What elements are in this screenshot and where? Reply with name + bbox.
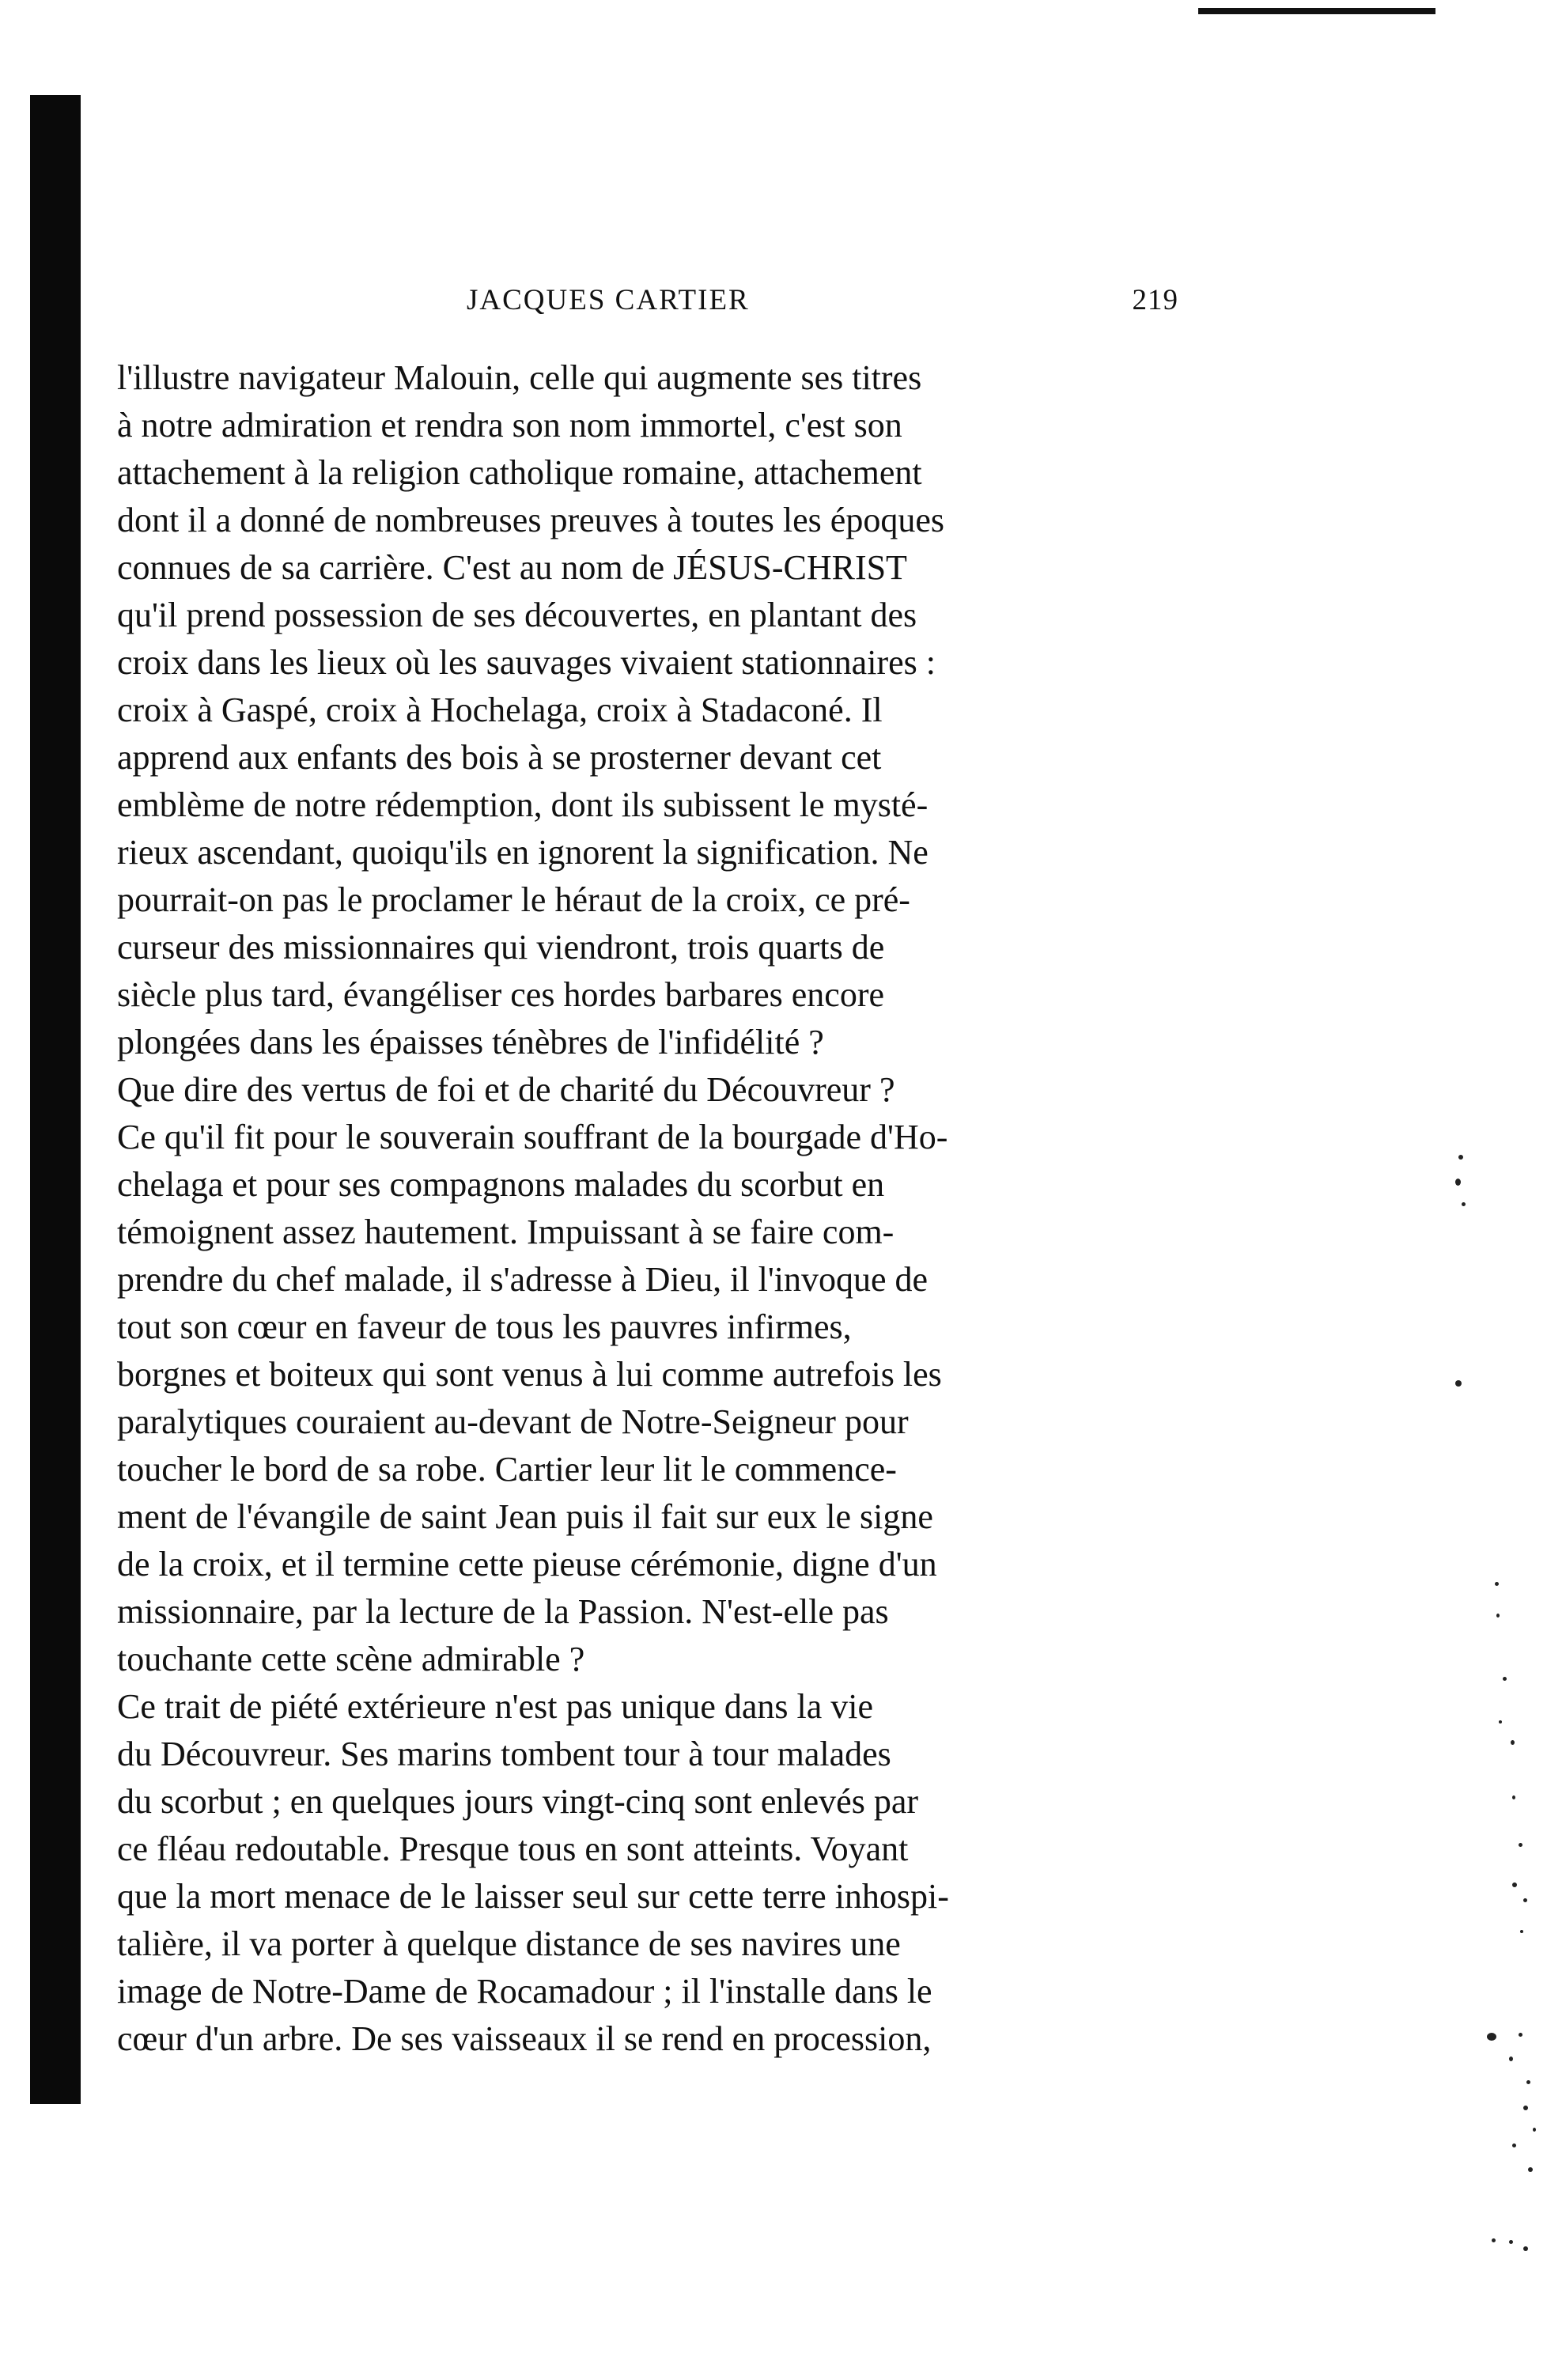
page-number: 219 (1132, 284, 1178, 316)
scan-speck (1512, 2144, 1516, 2147)
scan-speck (1523, 1898, 1527, 1902)
text-line: prendre du chef malade, il s'adresse à Dieu, il l'invoque de (117, 1260, 929, 1299)
text-line: croix à Gaspé, croix à Hochelaga, croix à Stadaconé. Il (117, 691, 883, 729)
text-line: curseur des missionnaires qui viendront, trois quarts de (117, 928, 885, 967)
scan-spine-shadow (30, 95, 81, 2104)
text-line: du scorbut ; en quelques jours vingt-cinq sont enlevés par (117, 1782, 919, 1821)
top-edge-rule (1198, 8, 1435, 14)
scan-speck (1458, 1155, 1463, 1160)
text-line: siècle plus tard, évangéliser ces hordes barbares encore (117, 975, 884, 1014)
scan-speck (1523, 2246, 1528, 2251)
text-line: l'illustre navigateur Malouin, celle qui augmente ses titres (117, 358, 922, 397)
text-line: à notre admiration et rendra son nom immortel, c'est son (117, 406, 902, 445)
text-line: tout son cœur en faveur de tous les pauvres infirmes, (117, 1307, 852, 1346)
scan-speck (1533, 2128, 1536, 2132)
scan-speck (1462, 1202, 1466, 1206)
text-line: borgnes et boiteux qui sont venus à lui comme autrefois les (117, 1355, 942, 1394)
scan-speck (1495, 1582, 1499, 1586)
text-line: ce fléau redoutable. Presque tous en sont atteints. Voyant (117, 1829, 909, 1868)
running-header (467, 283, 1178, 331)
scan-speck (1526, 2080, 1530, 2084)
scan-speck (1509, 2056, 1513, 2061)
scan-speck (1487, 2033, 1496, 2041)
text-line: Ce qu'il fit pour le souverain souffrant de la bourgade d'Ho- (117, 1118, 948, 1156)
scan-speck (1520, 1930, 1523, 1933)
body-text (117, 354, 1186, 2063)
scan-speck (1503, 1677, 1507, 1681)
text-line: témoignent assez hautement. Impuissant à se faire com- (117, 1213, 895, 1251)
running-title: JACQUES CARTIER (467, 284, 750, 316)
scan-speck (1455, 1179, 1461, 1186)
scan-speck (1455, 1380, 1462, 1387)
scan-speck (1511, 1740, 1515, 1745)
scan-speck (1519, 1843, 1522, 1847)
scan-speck (1523, 2106, 1528, 2110)
scan-speck (1492, 2238, 1496, 2242)
text-line: apprend aux enfants des bois à se prosterner devant cet (117, 738, 882, 777)
text-line: missionnaire, par la lecture de la Passion. N'est-elle pas (117, 1592, 889, 1631)
scan-speck (1528, 2167, 1533, 2172)
text-line: image de Notre-Dame de Rocamadour ; il l'installe dans le (117, 1972, 932, 2011)
text-line: dont il a donné de nombreuses preuves à toutes les époques (117, 501, 944, 539)
scan-speck (1496, 1614, 1500, 1618)
text-line: du Découvreur. Ses marins tombent tour à tour malades (117, 1735, 891, 1773)
scan-noise-specks (1424, 1107, 1542, 2310)
scan-speck (1499, 1720, 1502, 1724)
text-line: toucher le bord de sa robe. Cartier leur lit le commence- (117, 1450, 897, 1489)
text-line: pourrait-on pas le proclamer le héraut de la croix, ce pré- (117, 880, 910, 919)
text-line: ment de l'évangile de saint Jean puis il fait sur eux le signe (117, 1497, 933, 1536)
text-line: emblème de notre rédemption, dont ils subissent le mysté- (117, 785, 929, 824)
text-line: qu'il prend possession de ses découvertes, en plantant des (117, 596, 917, 634)
text-line: Ce trait de piété extérieure n'est pas unique dans la vie (117, 1687, 874, 1726)
scan-speck (1509, 2240, 1513, 2244)
text-line: de la croix, et il termine cette pieuse cérémonie, digne d'un (117, 1545, 937, 1584)
text-line: talière, il va porter à quelque distance de ses navires une (117, 1924, 901, 1963)
text-line: paralytiques couraient au-devant de Notre-Seigneur pour (117, 1402, 909, 1441)
scan-speck (1512, 1882, 1517, 1887)
text-line: connues de sa carrière. C'est au nom de JÉSUS-CHRIST (117, 548, 907, 587)
scan-speck (1512, 1795, 1515, 1799)
text-line: cœur d'un arbre. De ses vaisseaux il se rend en procession, (117, 2019, 932, 2058)
text-line: touchante cette scène admirable ? (117, 1640, 585, 1678)
text-line: Que dire des vertus de foi et de charité du Découvreur ? (117, 1070, 895, 1109)
text-line: attachement à la religion catholique romaine, attachement (117, 453, 922, 492)
text-line: plongées dans les épaisses ténèbres de l'infidélité ? (117, 1023, 824, 1061)
text-line: que la mort menace de le laisser seul sur cette terre inhospi- (117, 1877, 949, 1916)
text-line: croix dans les lieux où les sauvages vivaient stationnaires : (117, 643, 936, 682)
text-line: rieux ascendant, quoiqu'ils en ignorent la signification. Ne (117, 833, 929, 872)
text-line: chelaga et pour ses compagnons malades du scorbut en (117, 1165, 885, 1204)
scan-speck (1519, 2033, 1522, 2037)
